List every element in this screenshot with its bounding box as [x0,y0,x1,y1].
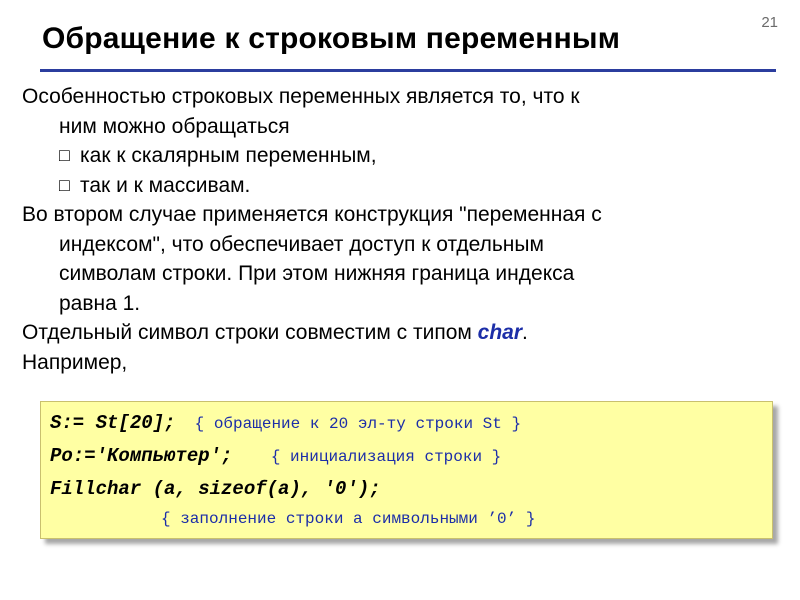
bullet-item [22,171,782,201]
slide-body [22,82,782,377]
char-keyword: char [477,321,523,344]
char-sentence: Отдельный символ строки совместим с типом [22,321,478,344]
paragraph-line: Во втором случае применяется конструкция "переменная с [22,203,602,226]
slide-number: 21 [761,14,778,31]
paragraph-line: равна 1. [59,291,141,315]
paragraph-line: индексом", что обеспечивает доступ к отдельным [59,232,544,256]
bullet-icon: □ [59,145,70,165]
code-example-box [40,401,773,539]
paragraph-example [22,348,782,378]
code-line [50,412,521,434]
code-comment: { инициализация строки } [270,448,502,466]
sentence-period: . [522,321,528,344]
bullet-icon: □ [59,174,70,195]
code-statement: S:= St[20]; [50,412,176,434]
bullet-text: так и к массивам. [80,173,251,197]
paragraph-char [22,318,782,348]
title-underline [40,69,776,72]
paragraph-line: Особенностью строковых переменных является то, что к [22,85,580,108]
code-statement: Po:='Компьютер'; [50,445,233,467]
bullet-text: как к скалярным переменным, [80,144,377,167]
paragraph-intro [22,82,782,200]
code-comment: { обращение к 20 эл-ту строки St } [194,415,522,433]
paragraph-line: ним можно обращаться [59,114,290,138]
paragraph-line: Например, [22,350,128,374]
paragraph-index [22,200,782,318]
bullet-item [22,141,782,171]
code-line [161,510,535,528]
paragraph-line [22,318,782,348]
code-line [50,478,381,500]
slide-title: Обращение к строковым переменным [42,22,621,55]
code-comment: { заполнение строки а символьными ’0’ } [161,510,536,528]
code-line [50,445,501,467]
code-statement: Fillchar (a, sizeof(a), '0'); [50,478,381,500]
paragraph-line: символам строки. При этом нижняя граница индекса [59,262,575,285]
